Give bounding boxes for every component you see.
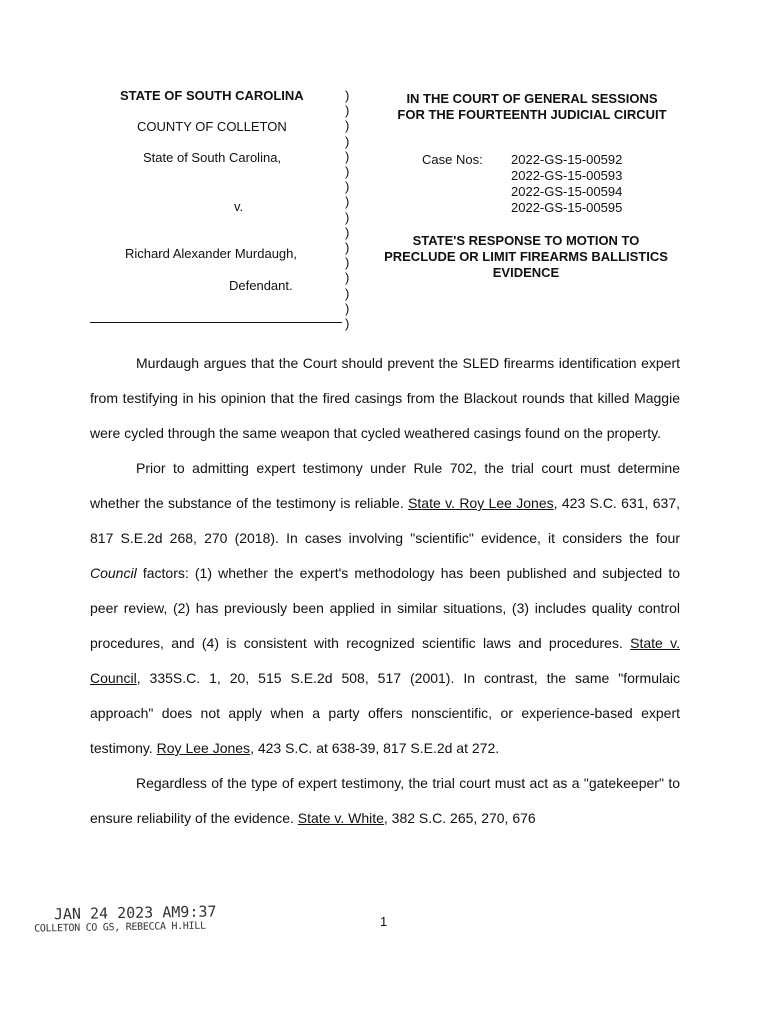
paren-mark: ) — [345, 133, 350, 149]
paren-mark: ) — [345, 118, 350, 134]
p3-text-a: Regardless of the type of expert testimony, the trial court must act as a "gatekeeper" to ensure reliability of the evidence. — [90, 775, 680, 826]
citation-council: State v. Council — [90, 635, 680, 686]
paren-mark: ) — [345, 270, 350, 286]
court-line-1: IN THE COURT OF GENERAL SESSIONS — [406, 91, 658, 106]
paren-mark: ) — [345, 88, 350, 103]
p3-text-b: , 382 S.C. 265, 270, 676 — [383, 810, 536, 826]
paren-mark: ) — [345, 209, 350, 225]
page-number: 1 — [380, 914, 388, 929]
paragraph-1: Murdaugh argues that the Court should prevent the SLED firearms identification expert from testifying in his opinion that the fired casings from the Blackout rounds that killed Maggie were cycled through the same weapon that cycled weathered casings found on the property. — [90, 355, 680, 441]
document-title — [372, 233, 680, 281]
case-number: 2022-GS-15-00593 — [511, 168, 623, 183]
versus-label: v. — [234, 199, 244, 214]
county-heading: COUNTY OF COLLETON — [137, 119, 287, 134]
paren-mark: ) — [345, 194, 350, 210]
paren-mark: ) — [345, 148, 350, 164]
paren-mark: ) — [345, 285, 350, 301]
court-name — [382, 91, 682, 123]
defendant-name: Richard Alexander Murdaugh, — [125, 246, 297, 261]
paragraph-3 — [90, 766, 680, 836]
paren-mark: ) — [345, 240, 350, 256]
p2-text-c: factors: (1) whether the expert's methodology has been published and subjected to peer review, (2) has previously been applied in similar situations, (3) includes quality control procedures, and (4) is consistent with recognized scientific laws and procedures. — [90, 565, 680, 651]
stamp-clerk: COLLETON CO GS, REBECCA H.HILL — [34, 920, 206, 935]
citation-roy-lee-jones: State v. Roy Lee Jones — [408, 495, 554, 511]
filing-stamp — [34, 902, 217, 934]
defendant-label: Defendant. — [229, 278, 293, 293]
citation-roy-lee-jones-short: Roy Lee Jones — [156, 740, 251, 756]
title-line-2: PRECLUDE OR LIMIT FIREARMS BALLISTICS — [384, 249, 668, 264]
title-line-3: EVIDENCE — [492, 265, 560, 280]
state-heading: STATE OF SOUTH CAROLINA — [120, 88, 304, 103]
case-nos-label: Case Nos: — [422, 152, 483, 167]
document-body — [90, 346, 680, 836]
paren-mark: ) — [345, 224, 350, 240]
plaintiff-name: State of South Carolina, — [143, 150, 282, 165]
case-number: 2022-GS-15-00592 — [511, 152, 623, 167]
case-number: 2022-GS-15-00595 — [511, 200, 623, 215]
paren-mark: ) — [345, 103, 350, 119]
paren-mark: ) — [345, 255, 350, 271]
paren-mark: ) — [345, 179, 350, 195]
p2-text-a: Prior to admitting expert testimony under Rule 702, the trial court must determine whether the substance of the testimony is reliable. — [90, 460, 680, 511]
paragraph-2 — [90, 451, 680, 766]
p2-text-e: , 423 S.C. at 638-39, 817 S.E.2d at 272. — [250, 740, 500, 756]
case-number: 2022-GS-15-00594 — [511, 184, 623, 199]
title-line-1: STATE'S RESPONSE TO MOTION TO — [412, 233, 640, 248]
court-line-2: FOR THE FOURTEENTH JUDICIAL CIRCUIT — [397, 107, 667, 122]
caption-underline — [90, 322, 342, 323]
caption-paren-column — [345, 88, 349, 331]
citation-white: State v. White — [297, 810, 384, 826]
stamp-date: JAN 24 2023 AM9:37 — [53, 902, 217, 924]
case-numbers — [511, 152, 622, 216]
p2-text-d: , 335S.C. 1, 20, 515 S.E.2d 508, 517 (2001). In contrast, the same "formulaic approach" does not apply when a party offers nonscientific, or experience-based expert testimony. — [90, 670, 680, 756]
paren-mark: ) — [345, 300, 350, 316]
p2-text-b: , 423 S.C. 631, 637, 817 S.E.2d 268, 270 (2018). In cases involving "scientific" evidence, it considers the four — [90, 495, 681, 546]
paren-mark: ) — [345, 316, 350, 332]
paren-mark: ) — [345, 164, 350, 180]
council-italic: Council — [90, 565, 137, 581]
